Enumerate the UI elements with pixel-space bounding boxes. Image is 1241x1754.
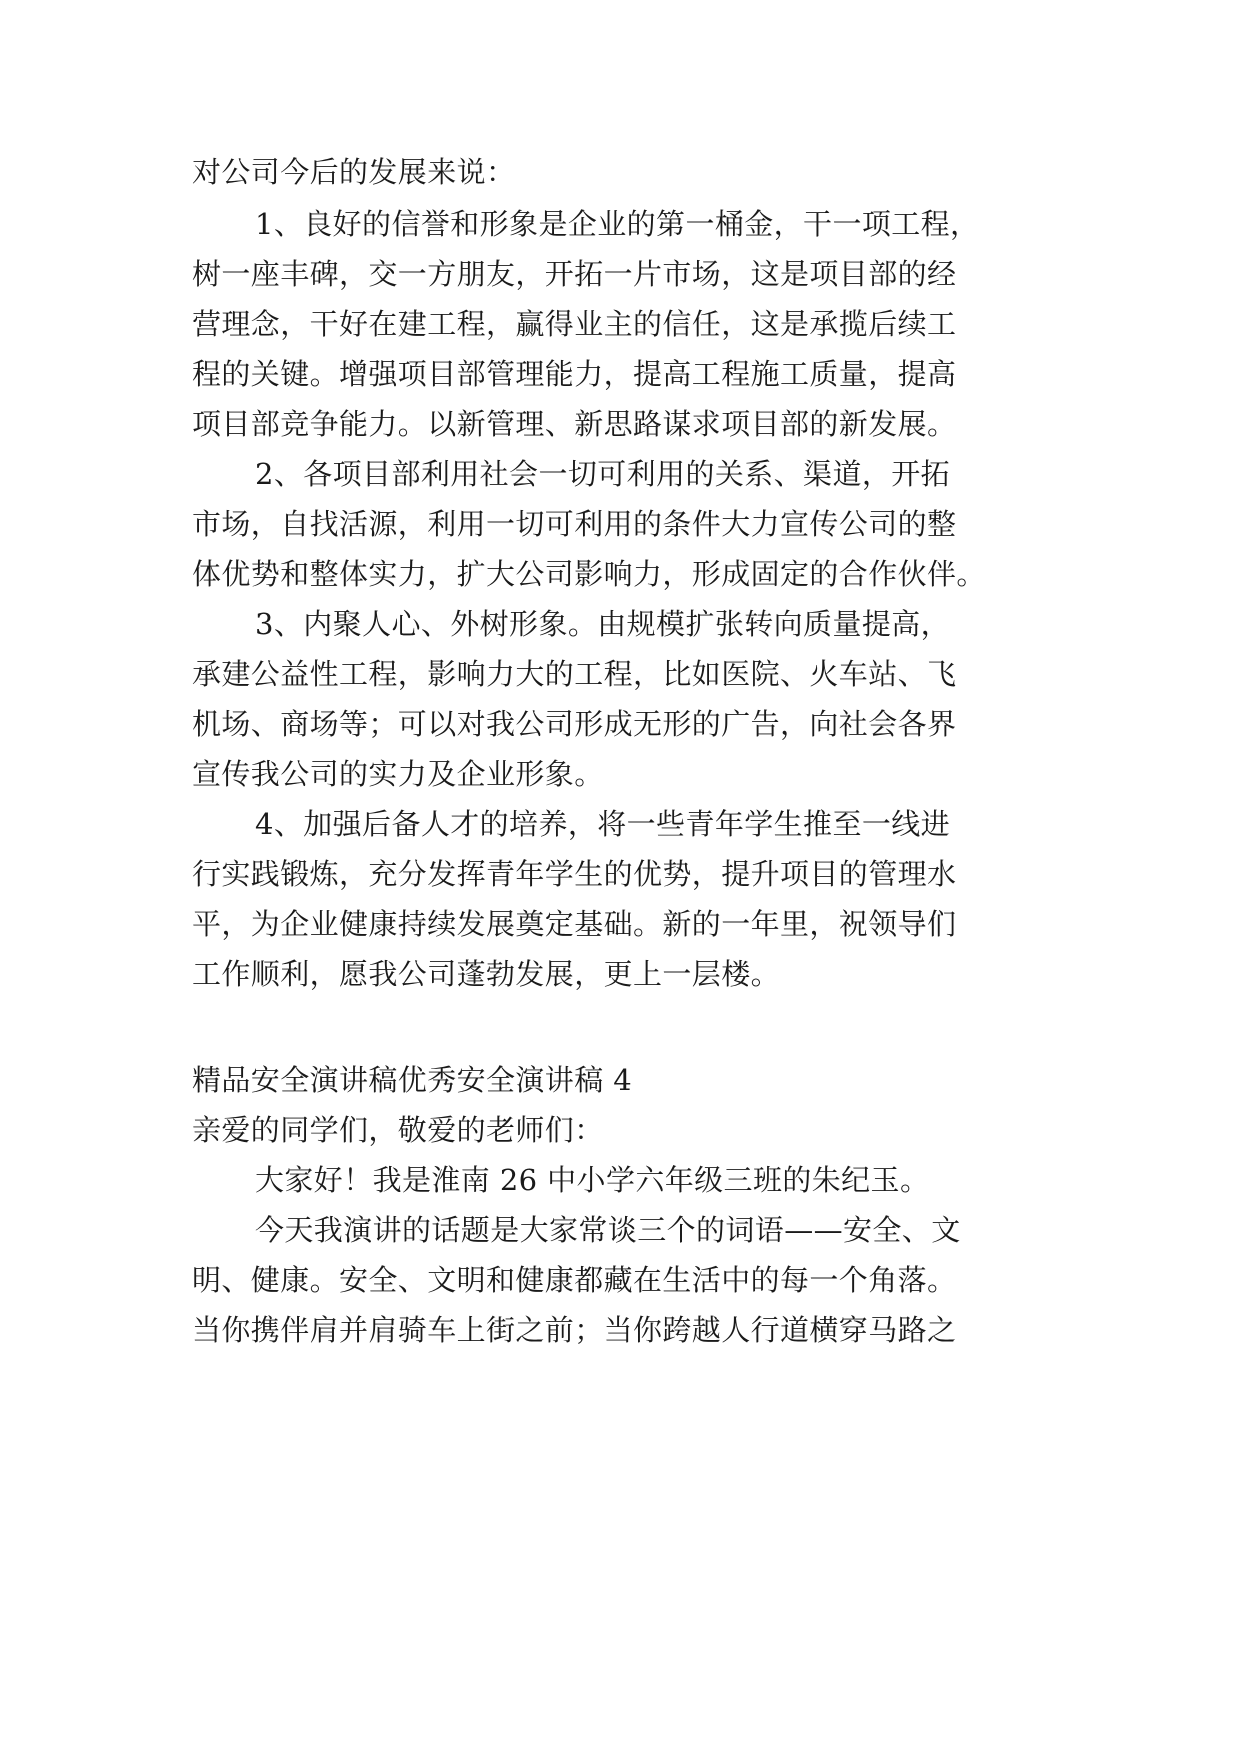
text-line: 营理念，干好在建工程，赢得业主的信任，这是承揽后续工 bbox=[192, 307, 957, 341]
text-line: 明、健康。安全、文明和健康都藏在生活中的每一个角落。 bbox=[192, 1263, 957, 1297]
text-line: 宣传我公司的实力及企业形象。 bbox=[192, 757, 604, 791]
paragraph-1-start: 1、良好的信誉和形象是企业的第一桶金，干一项工程， bbox=[255, 207, 980, 241]
paragraph-4-start: 4、加强后备人才的培养，将一些青年学生推至一线进 bbox=[255, 807, 951, 841]
text-line: 项目部竞争能力。以新管理、新思路谋求项目部的新发展。 bbox=[192, 407, 957, 441]
text-line: 行实践锻炼，充分发挥青年学生的优势，提升项目的管理水 bbox=[192, 857, 957, 891]
text-line: 对公司今后的发展来说： bbox=[192, 155, 516, 189]
text-line: 体优势和整体实力，扩大公司影响力，形成固定的合作伙伴。 bbox=[192, 557, 986, 591]
section-title: 精品安全演讲稿优秀安全演讲稿 4 bbox=[192, 1063, 633, 1097]
paragraph-topic-start: 今天我演讲的话题是大家常谈三个的词语——安全、文 bbox=[255, 1213, 961, 1247]
paragraph-2-start: 2、各项目部利用社会一切可利用的关系、渠道，开拓 bbox=[255, 457, 951, 491]
text-line: 承建公益性工程，影响力大的工程，比如医院、火车站、飞 bbox=[192, 657, 957, 691]
text-line: 工作顺利，愿我公司蓬勃发展，更上一层楼。 bbox=[192, 957, 781, 991]
text-line: 平，为企业健康持续发展奠定基础。新的一年里，祝领导们 bbox=[192, 907, 957, 941]
text-line: 当你携伴肩并肩骑车上街之前；当你跨越人行道横穿马路之 bbox=[192, 1313, 957, 1347]
text-line: 市场，自找活源，利用一切可利用的条件大力宣传公司的整 bbox=[192, 507, 957, 541]
text-line: 树一座丰碑，交一方朋友，开拓一片市场，这是项目部的经 bbox=[192, 257, 957, 291]
paragraph-3-start: 3、内聚人心、外树形象。由规模扩张转向质量提高， bbox=[255, 607, 951, 641]
text-line: 程的关键。增强项目部管理能力，提高工程施工质量，提高 bbox=[192, 357, 957, 391]
salutation: 亲爱的同学们，敬爱的老师们： bbox=[192, 1113, 604, 1147]
greeting-paragraph: 大家好！我是淮南 26 中小学六年级三班的朱纪玉。 bbox=[255, 1163, 930, 1197]
text-line: 机场、商场等；可以对我公司形成无形的广告，向社会各界 bbox=[192, 707, 957, 741]
